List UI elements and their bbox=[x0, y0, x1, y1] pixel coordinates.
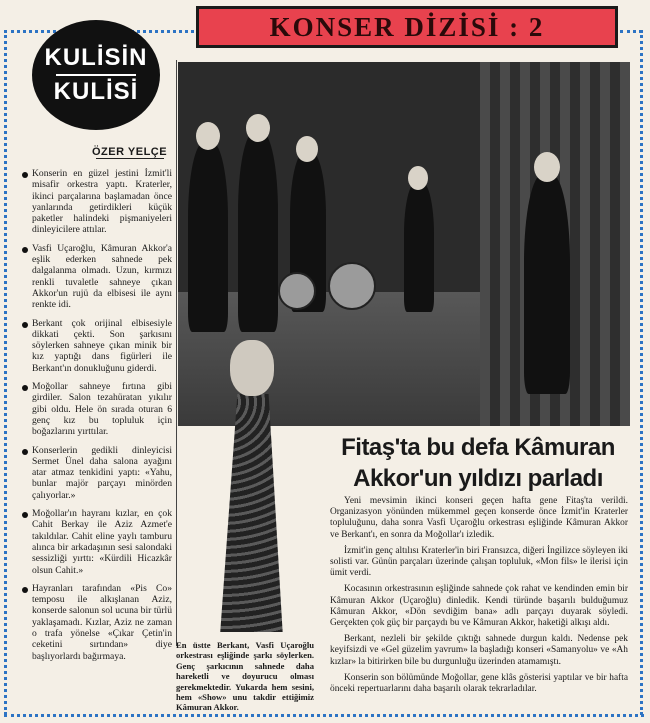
singer-head bbox=[534, 152, 560, 182]
drum-icon bbox=[328, 262, 376, 310]
musician-head bbox=[246, 114, 270, 142]
article-paragraph: Konserin son bölümünde Moğollar, gene klâs gösterisi yaptılar ve bir hafta önceki repertuarlarını daha başarılı olarak tekrarladılar. bbox=[330, 672, 628, 695]
author-underline bbox=[96, 158, 164, 159]
column-items bbox=[22, 168, 172, 669]
column-title-line1: KULİSİN bbox=[44, 44, 148, 71]
photo-caption: En üstte Berkant, Vasfi Uçaroğlu orkestrası eşliğinde şarkı söylerken. Genç şarkıcının sahnede daha hareketli ve doyurucu olması gerekmektedir. Yukarda hem sesini, hem «Show» unu takdir ettiğimiz Kâmuran Akkor. bbox=[176, 640, 314, 713]
column-divider bbox=[176, 60, 177, 646]
column-title-divider bbox=[56, 74, 136, 76]
column-title-line2: KULİSİ bbox=[53, 78, 139, 105]
musician-head bbox=[296, 136, 318, 162]
singer-dress bbox=[214, 394, 292, 632]
article-headline bbox=[322, 432, 634, 494]
column-item: Berkant çok orijinal elbisesiyle dikkati çekti. Son şarkısını söylerken sahneye çıkan minik bir kız yaptığı dans figürleri ile Berkant'ın donukluğunu giderdi. bbox=[22, 318, 172, 374]
column-item: Moğollar sahneye fırtına gibi girdiler. Salon tezahüratan yıkılır gibi oldu. Hele ön sırada oturan 6 genç kız bu topluluk için boğazlarını yırttılar. bbox=[22, 381, 172, 437]
headline-line2: Akkor'un yıldızı parladı bbox=[353, 465, 603, 492]
article-paragraph: Kocasının orkestrasının eşliğinde sahnede çok rahat ve kendinden emin bir Kâmuran Akkor (Uçaroğlu) dinledik. Kendi türünde başarılı bulduğumuz Kâmuran Akkor, «Dön sevdiğim bana» adlı parçayı duyarak söyledi. Gerçekten çok güç bir parçaydı bu ve Kâmuran Akkor, haketiği alkışı aldı. bbox=[330, 584, 628, 629]
musician-head bbox=[408, 166, 428, 190]
series-banner bbox=[196, 6, 618, 48]
banner-title: KONSER DİZİSİ : 2 bbox=[269, 11, 545, 42]
musician-head bbox=[196, 122, 220, 150]
singer-head bbox=[230, 340, 274, 396]
column-item: Vasfi Uçaroğlu, Kâmuran Akkor'a eşlik ederken sahnede pek dalgalanma olmadı. Uzun, kırmızı renkli tuvaletle sahneye çıkan Akkor'un rujü da elbisesi ile aynı renkte idi. bbox=[22, 243, 172, 311]
musician-figure bbox=[404, 182, 434, 312]
column-item: Konserin en güzel jestini İzmit'li misafir orkestra yaptı. Kraterler, ikinci parçalarına başlamadan önce yanlarında getirdikleri küçük paketler halindeki pişmaniyeleri dinleyicilere attılar. bbox=[22, 168, 172, 236]
column-item: Konserlerin gedikli dinleyicisi Sermet Ünel daha salona ayağını atar atmaz tenkidini yaptı: «Yahu, bunlar majör parçayı minörden çalıyorlar.» bbox=[22, 445, 172, 501]
article-paragraph: Yeni mevsimin ikinci konseri geçen hafta gene Fitaş'ta verildi. Organizasyon yönünden mükemmel geçen konserde önce İzmit'in Kraterler topluluğunu, daha sonra Vasfi Uçaroğlu orkestrası eşliğinde Kâmuran Akkor ve Berkant'ı, en sonra da Moğollar'ı izledik. bbox=[330, 496, 628, 540]
singer-figure bbox=[524, 174, 570, 394]
female-singer-photo bbox=[196, 332, 316, 632]
dotted-border-bottom bbox=[4, 714, 644, 717]
article-body bbox=[330, 496, 628, 700]
drum-icon bbox=[278, 272, 316, 310]
dotted-border-top-right bbox=[620, 30, 642, 33]
dotted-border-left bbox=[4, 30, 7, 715]
column-item: Moğollar'ın hayranı kızlar, en çok Cahit Berkay ile Aziz Azmet'e takıldılar. Cahit eline yaylı tamburu alınca bir arkadaşının sesi salondaki sessizliği yırttı: «Kürdili Hicazkâr olsun Cahit.» bbox=[22, 508, 172, 576]
headline-line1: Fitaş'ta bu defa Kâmuran bbox=[341, 434, 615, 461]
article-paragraph: İzmit'in genç altılısı Kraterler'in biri Fransızca, diğeri İngilizce söyleyen iki solisti var. Günün parçaları üzerinde çalışan topluluk, «Mon fils» le ilerisi için ümit verdi. bbox=[330, 545, 628, 579]
musician-figure bbox=[238, 132, 278, 332]
dotted-border-right bbox=[640, 30, 643, 715]
article-paragraph: Berkant, nezleli bir şekilde çıktığı sahnede durgun kaldı. Nedense pek keyifsizdi ve «Gel güzelim yavrum» la başladığı konseri «Samanyolu» ve «Ah kızlar» la bitirirken bile bu durgunluğu üzerinden atamamıştı. bbox=[330, 634, 628, 667]
author-byline: ÖZER YELÇE bbox=[92, 146, 168, 158]
musician-figure bbox=[188, 142, 228, 332]
column-item: Hayranları tarafından «Pis Co» temposu ile alkışlanan Aziz, konserde salonun sol ucuna bir türlü yaklaşamadı. Kızlar, Aziz ne zaman o trafa yönelse «Çıkar Çetin'in ceketini sırtından» diye başlıyorlardı bağırmaya. bbox=[22, 583, 172, 662]
column-logo bbox=[32, 20, 160, 130]
